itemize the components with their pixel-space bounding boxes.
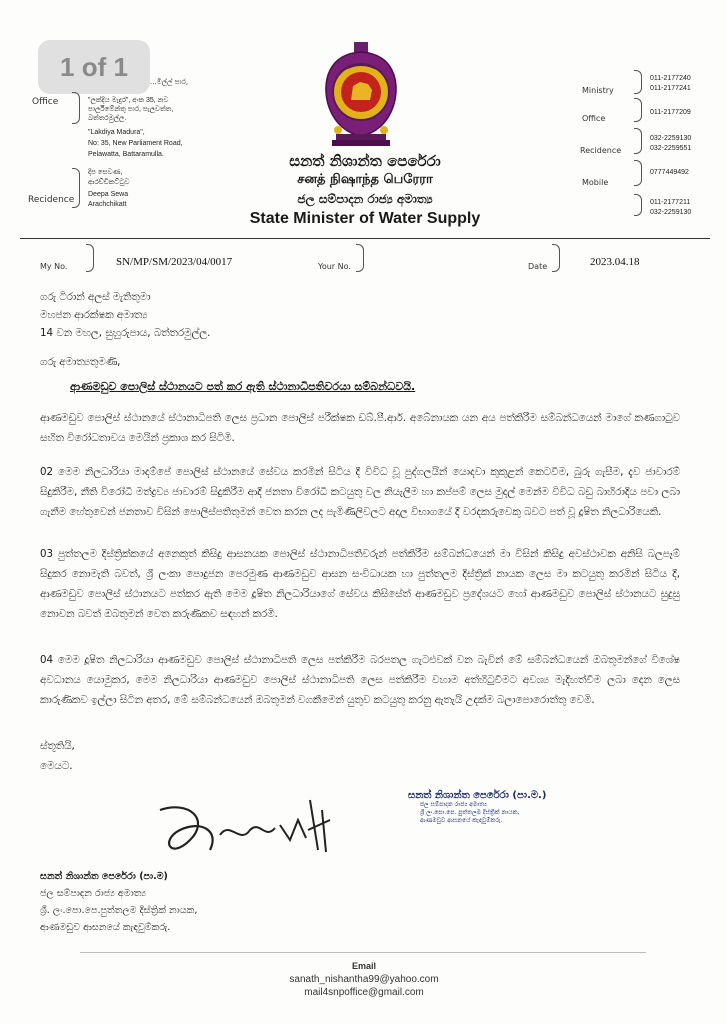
signatory-block (40, 868, 197, 936)
email-label: Email (351, 961, 376, 971)
paragraph-2: 02 මෙම නිලධාරියා මාදම්පේ පොලිස් ස්ථානයේ සේවය කරමින් සිටිය දී විවිධ වූ පුද්ගලයින් යොදවා කුකුළන් කෙටවීම, බුරු ගැසීම, දැව ජාවාරම් සිදුකිරීම, නීති විරෝධී මත්ද්‍රව්‍ය ජාවාරම් සිදුකිරීම ආදී ජනතා විරෝධී කටයුතු වල නියැලීම හා කප්පම් ලෙස මුදල් මෙන්ම විවිධ බඩු බාහිරාදිය පවා ලබා ගැනීම හේතුවෙන් ජනතාව විසින් පොලිස්පතිතුමන් වෙත කරන ලද පැමිණිලිවලට අදාල විභාගයේ දී වරදකරුවෙකු බවට පත් වූ දූෂිත නිලධාරියෙකි. (40, 466, 680, 518)
recidence-label: Recidence (28, 195, 75, 205)
ministry-label: Ministry (582, 86, 614, 95)
your-no-label: Your No. (318, 262, 351, 271)
recidence-phone-1: 032-2259130 (650, 135, 692, 142)
stamp-line-3: ආණමඩුව ආසනයේ කැඳවුම්කරු. (420, 817, 503, 824)
office-phone-brace (634, 98, 642, 122)
my-no-label: My No. (40, 262, 68, 271)
national-emblem-icon (318, 42, 404, 150)
signatory-name: සනත් නිශාන්ත පෙරේරා (පා.ම) (40, 871, 168, 882)
addressee-block (40, 288, 680, 342)
office-address-en-1: "Lakdiya Madura", (88, 129, 145, 136)
office-address-en-3: Pelawatta, Battaramulla. (88, 151, 164, 158)
paragraph-4: 04 මෙම දූෂිත නිලධාරියා ආණමඩුව පොලිස් ස්ථානාධිපති ලෙස පත්කිරීම බරපතල ගැටළුවක් වන බැවින් මේ සම්බන්ධයෙන් ඔබතුමන්ගේ විශේෂ අවධානය යොමුකර, මෙම නිලධාරියා ආණමඩුව පොලිස් ස්ථානාධිපති ලෙස පත්කිරීම වහාම අත්හිටුවීමට අවශ්‍ය මැදිහත්වීම ලබා දෙන ලෙස කාරුණිකව ඉල්ලා සිටින අතර, මේ සම්බන්ධයෙන් ඔබතුමන් වගකීමෙන් යුතුව කටයුතු කරනු ඇතැයි උදක්ම බලාපොරොත්තු වෙමි. (40, 654, 680, 706)
office-address-en-2: No: 35, New Parliament Road, (88, 140, 183, 147)
office-phone: 011-2177209 (650, 109, 691, 116)
addressee-line-1: ගරු ටිරාන් අලස් මැතිතුමා (40, 291, 151, 303)
office-label: Office (32, 97, 59, 107)
signatory-line-3: ආණමඩුව ආසනයේ කැඳවුම්කරු. (40, 922, 171, 933)
recidence-phone-2: 032-2259551 (650, 145, 692, 152)
stamp-line-2: ශ්‍රී ලං.පො.පෙ. පුත්තලම දිස්ත්‍රික් නායක, (420, 809, 520, 816)
signatory-line-1: ජල සම්පාදන රාජ්‍ය අමාත්‍ය (40, 888, 147, 899)
mobile-phone: 0777449492 (650, 169, 689, 176)
footer-divider (80, 952, 646, 953)
recidence-phone-label: Recidence (580, 146, 622, 155)
email-2: mail4snpoffice@gmail.com (304, 987, 424, 998)
closing-yours: මෙයට. (40, 760, 73, 772)
closing-thanks: ස්තූතියි, (40, 740, 75, 752)
mobile-brace (634, 160, 642, 186)
my-no-brace (86, 244, 94, 272)
ministry-phone-2: 011-2177241 (650, 85, 691, 92)
ministry-phone-1: 011-2177240 (650, 75, 691, 82)
recidence-addr-1: දීප සෙවණ, (88, 169, 123, 176)
minister-title-english: State Minister of Water Supply (249, 210, 481, 227)
minister-name-tamil: சனத் நிஷாந்த பெரேரா (297, 172, 433, 187)
salutation: ගරු අමාත්‍යතුමණි, (40, 356, 121, 368)
office-phone-label: Office (582, 114, 606, 123)
my-no-value: SN/MP/SM/2023/04/0017 (116, 256, 233, 268)
signatory-line-2: ශ්‍රී. ලං.පො.පෙ.පුත්තලම දිස්ත්‍රික් නායක, (40, 905, 198, 916)
stamp-line-1: ජල සම්පාදන රාජ්‍ය අමාත්‍ය (420, 801, 488, 808)
closing-block (40, 736, 680, 776)
stamp-name: සනත් නිශාන්ත පෙරේරා (පා.ම.) (408, 790, 547, 801)
date-label: Date (528, 262, 548, 271)
email-1: sanath_nishantha99@yahoo.com (289, 974, 439, 985)
mobile-label: Mobile (582, 178, 609, 187)
minister-name-sinhala: සනත් නිශාන්ත පෙරේරා (289, 152, 441, 170)
paragraph-1: ආණමඩුව පොලිස් ස්ථානයේ ස්ථානාධිපති ලෙස ප්‍රධාන පොලිස් පරීක්ෂක ඩබ්.පී.ආර්. අබේනායක යන අය පත්කිරීම සම්බන්ධයෙන් මාගේ කණගාටුව සහිත විරෝධතාවය මෙයින් ප්‍රකාශ කර සිටිමි. (40, 412, 680, 444)
subject-line: ආණමඩුව පොලිස් ස්ථානයට පත් කර ඇති ස්ථානාධිපතිවරයා සම්බන්ධවයි. (70, 380, 416, 393)
office-brace (72, 92, 80, 124)
date-brace (552, 244, 560, 272)
ministry-brace (634, 70, 642, 94)
official-stamp (408, 790, 598, 825)
minister-title-sinhala: ජල සම්පාදන රාජ්‍ය අමාත්‍ය (297, 192, 433, 206)
addressee-line-2: මහජන ආරක්ෂක අමාත්‍ය (40, 309, 148, 321)
recidence-addr-4: Arachchikatt (88, 201, 127, 208)
addressee-line-3: 14 වන මහල, සුහුරුපාය, බත්තරමුල්ල. (40, 327, 211, 339)
fax-1: 011-2177211 (650, 199, 691, 206)
office-address-si: "ලක්දිය මැදුර", අංක 35, නව පාර්ලිමේන්තු පාර, පැලවත්ත, බත්තරමුල්ල. (88, 97, 174, 122)
date-value: 2023.04.18 (590, 256, 640, 268)
fax-brace (634, 194, 642, 216)
fax-2: 032-2259130 (650, 209, 692, 216)
footer-email-block (200, 960, 528, 999)
recidence-brace (72, 168, 80, 208)
header-divider (20, 238, 710, 239)
your-no-brace (356, 244, 364, 272)
recidence-phone-brace (634, 128, 642, 154)
recidence-addr-2: ආරච්චිකට්ටුව (88, 179, 130, 186)
handwritten-signature (150, 790, 350, 870)
page-indicator: 1 of 1 (38, 40, 150, 94)
paragraph-3: 03 පුත්තලම දිස්ත්‍රික්කයේ අනෙකුත් කිසිදු ආසනයක පොලිස් ස්ථානාධිපතිවරුන් පත්කිරීම සම්බන්ධයෙන් මා විසින් කිසිදු අවස්ථාවක අනිසි බලපෑම් සිදුකර නොමැති බවත්, ශ්‍රී ලංකා පොදුජන පෙරමුණ ආණමඩුව ආසන සංවිධායක හා පුත්තලම දිස්ත්‍රික් නායක ලෙස මා කටයුතු කරමින් සිටිය දී, ආණමඩුව පොලිස් ස්ථානයට පත්කර ඇති මෙම දූෂිත නිලධාරියාගේ සේවය කිසිසේත් ආණමඩුව ප්‍රදේශයට හෝ ආණමඩුව පොලිස් ස්ථානයට සුදුසු නොවන බවත් ඔබතුමන් වෙත කරුණිකව සඳහන් කරමි. (40, 548, 680, 620)
recidence-addr-3: Deepa Sewa (88, 191, 129, 198)
left-top-fragment: ...මිල්ල් පාර, (150, 78, 189, 86)
